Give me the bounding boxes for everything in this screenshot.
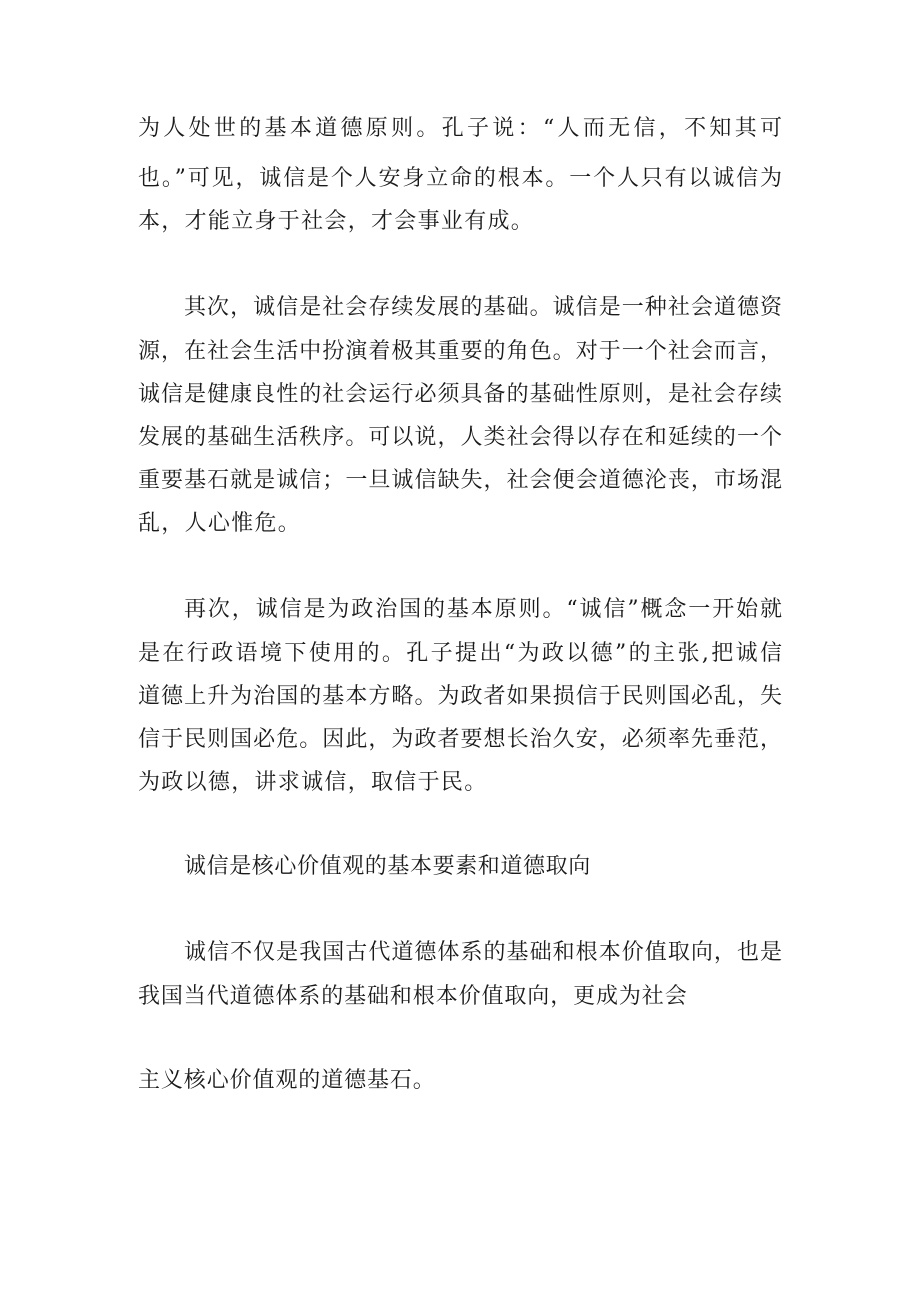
section-heading: 诚信是核心价值观的基本要素和道德取向 (184, 854, 591, 879)
paragraph-line: 也。”可见，诚信是个人安身立命的根本。一个人只有以诚信为 (138, 166, 782, 191)
paragraph-line: 本，才能立身于社会，才会事业有成。 (138, 209, 535, 234)
paragraph-line: 重要基石就是诚信；一旦诚信缺失，社会便会道德沦丧，市场混 (138, 468, 782, 493)
paragraph-line: 为人处世的基本道德原则。孔子说：“人而无信，不知其可 (138, 116, 782, 141)
paragraph-line: 乱，人心惟危。 (138, 511, 302, 536)
paragraph-line: 道德上升为治国的基本方略。为政者如果损信于民则国必乱，失 (138, 684, 782, 709)
paragraph-line: 信于民则国必危。因此，为政者要想长治久安，必须率先垂范， (138, 727, 782, 752)
paragraph-line: 是在行政语境下使用的。孔子提出“为政以德”的主张,把诚信 (138, 641, 782, 666)
paragraph-line: 其次，诚信是社会存续发展的基础。诚信是一种社会道德资 (184, 295, 782, 320)
paragraph-line: 再次，诚信是为政治国的基本原则。“诚信”概念一开始就 (184, 597, 782, 622)
paragraph-line: 诚信不仅是我国古代道德体系的基础和根本价值取向，也是 (184, 940, 782, 965)
paragraph-line: 主义核心价值观的道德基石。 (138, 1068, 436, 1093)
paragraph-line: 源，在社会生活中扮演着极其重要的角色。对于一个社会而言， (138, 339, 782, 364)
paragraph-line: 为政以德，讲求诚信，取信于民。 (138, 770, 488, 795)
paragraph-line: 诚信是健康良性的社会运行必须具备的基础性原则，是社会存续 (138, 382, 782, 407)
paragraph-line: 我国当代道德体系的基础和根本价值取向，更成为社会 (138, 984, 688, 1009)
paragraph-line: 发展的基础生活秩序。可以说，人类社会得以存在和延续的一个 (138, 425, 782, 450)
